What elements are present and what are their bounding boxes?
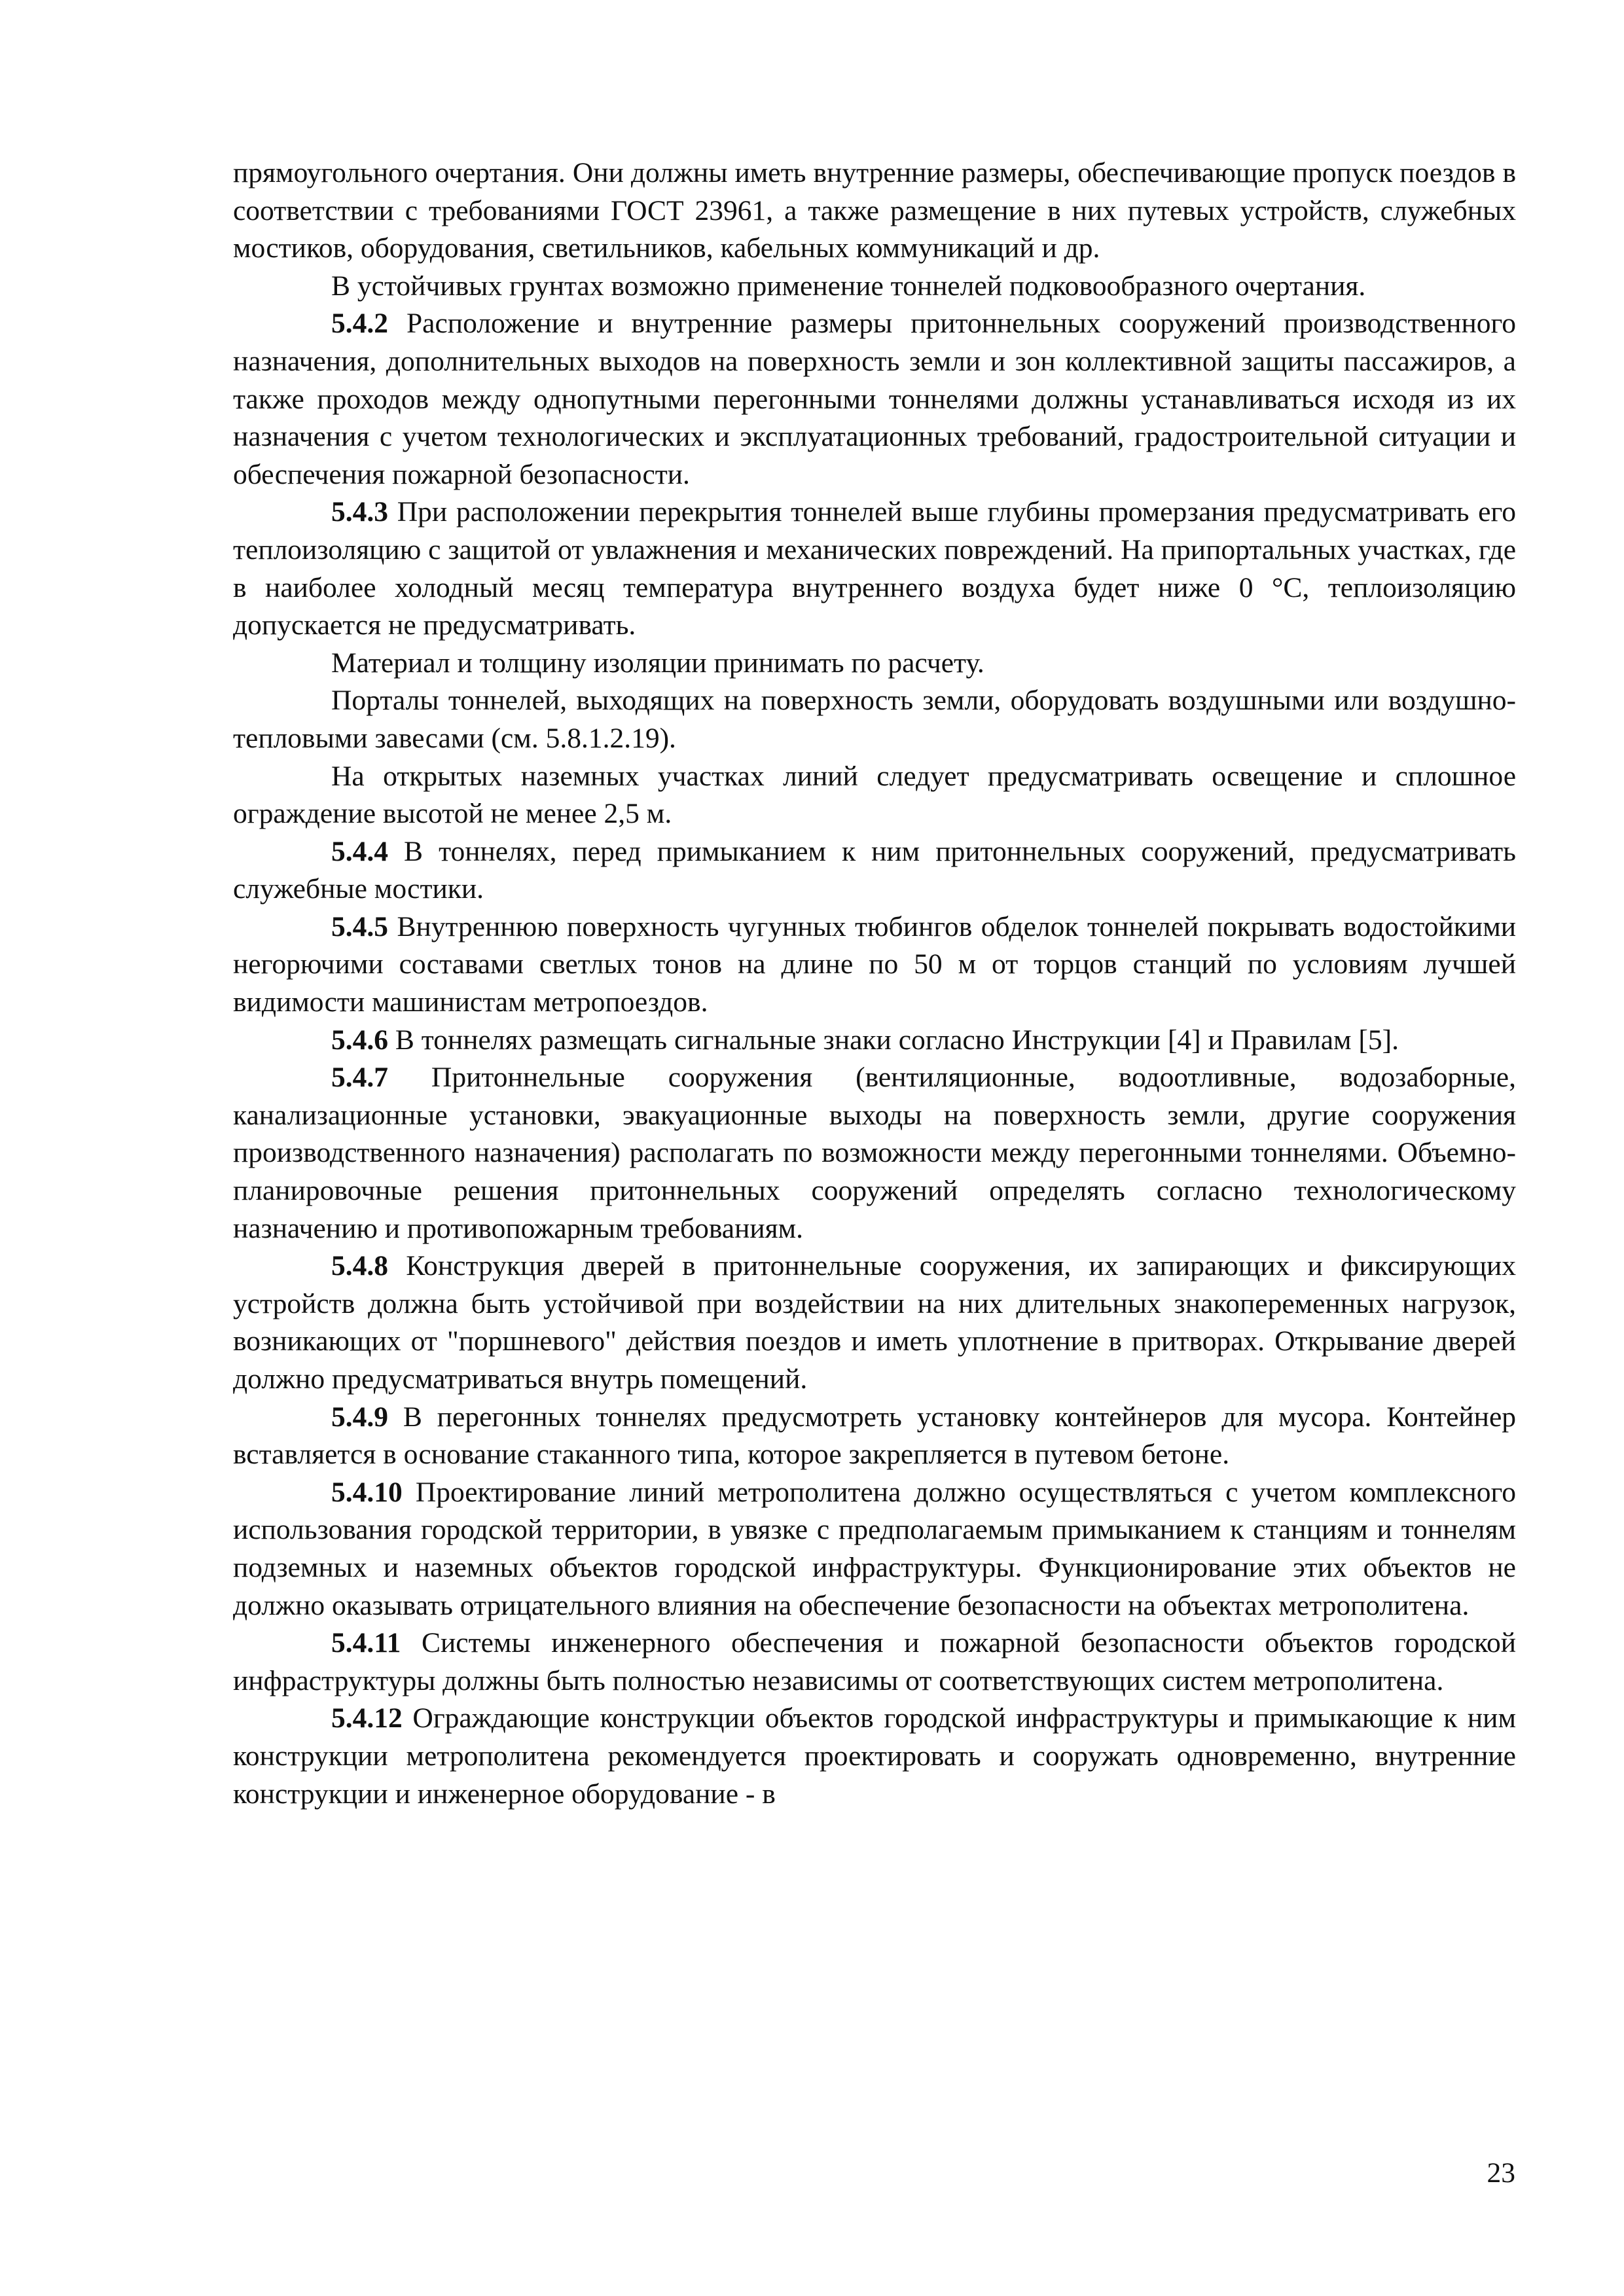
paragraph xyxy=(233,758,1516,833)
clause-5-4-6 xyxy=(233,1022,1516,1060)
paragraph-text: В устойчивых грунтах возможно применение тоннелей подковообразного очертания. xyxy=(331,270,1366,302)
clause-number: 5.4.5 xyxy=(331,910,388,942)
clause-text: В тоннелях, перед примыканием к ним притоннельных сооружений, предусматривать служебные мостики. xyxy=(233,835,1517,905)
clause-5-4-4 xyxy=(233,833,1516,908)
document-page xyxy=(233,154,1516,1813)
clause-5-4-7 xyxy=(233,1059,1516,1247)
clause-5-4-8 xyxy=(233,1247,1516,1398)
clause-text: Ограждающие конструкции объектов городской инфраструктуры и примыкающие к ним конструкции метрополитена рекомендуется проектировать и сооружать одновременно, внутренние конструкции и инженерное оборудование - в xyxy=(233,1702,1516,1810)
clause-number: 5.4.6 xyxy=(331,1024,388,1056)
clause-text: В тоннелях размещать сигнальные знаки согласно Инструкции [4] и Правилам [5]. xyxy=(395,1024,1399,1056)
clause-number: 5.4.7 xyxy=(331,1062,388,1094)
paragraph xyxy=(233,268,1516,306)
clause-text: При расположении перекрытия тоннелей выше глубины промерзания предусматривать его теплоизоляцию с защитой от увлажнения и механических повреждений. На припортальных участках, где в наиболее холодный месяц температура внутреннего воздуха будет ниже 0 °С, теплоизоляцию допускается не предусматривать. xyxy=(233,496,1516,641)
paragraph xyxy=(233,682,1516,757)
clause-text: Конструкция дверей в притоннельные сооружения, их запирающих и фиксирующих устройств должна быть устойчивой при воздействии на них длительных знакопеременных нагрузок, возникающих от "поршневого" действия поездов и иметь уплотнение в притворах. Открывание дверей должно предусматриваться внутрь помещений. xyxy=(233,1250,1517,1395)
clause-5-4-11 xyxy=(233,1624,1516,1700)
clause-text: В перегонных тоннелях предусмотреть установку контейнеров для мусора. Контейнер вставляется в основание стаканного типа, которое закрепляется в путевом бетоне. xyxy=(233,1401,1517,1471)
clause-number: 5.4.2 xyxy=(331,308,388,340)
clause-5-4-3 xyxy=(233,493,1516,644)
clause-5-4-10 xyxy=(233,1474,1516,1624)
clause-number: 5.4.4 xyxy=(331,835,388,867)
paragraph-text: Материал и толщину изоляции принимать по расчету. xyxy=(331,647,984,679)
paragraph-text: Порталы тоннелей, выходящих на поверхность земли, оборудовать воздушными или воздушно-тепловыми завесами (см. 5.8.1.2.19). xyxy=(233,685,1516,754)
clause-number: 5.4.9 xyxy=(331,1401,388,1433)
clause-text: Проектирование линий метрополитена должно осуществляться с учетом комплексного использования городской территории, в увязке с предполагаемым примыканием к станциям и тоннелям подземных и наземных объектов городской инфраструктуры. Функционирование этих объектов не должно оказывать отрицательного влияния на обеспечение безопасности на объектах метрополитена. xyxy=(233,1476,1517,1621)
clause-number: 5.4.8 xyxy=(331,1250,388,1282)
clause-number: 5.4.10 xyxy=(331,1476,403,1508)
clause-5-4-12 xyxy=(233,1700,1516,1813)
paragraph-text: прямоугольного очертания. Они должны иметь внутренние размеры, обеспечивающие пропуск поездов в соответствии с требованиями ГОСТ 23961, а также размещение в них путевых устройств, служебных мостиков, оборудования, светильников, кабельных коммуникаций и др. xyxy=(233,157,1516,264)
clause-5-4-9 xyxy=(233,1399,1516,1474)
clause-text: Внутреннюю поверхность чугунных тюбингов обделок тоннелей покрывать водостойкими негорючими составами светлых тонов на длине по 50 м от торцов станций по условиям лучшей видимости машинистам метропоездов. xyxy=(233,910,1517,1018)
clause-text: Притоннельные сооружения (вентиляционные, водоотливные, водозаборные, канализационные установки, эвакуационные выходы на поверхность земли, другие сооружения производственного назначения) располагать по возможности между перегонными тоннелями. Объемно-планировочные решения притоннельных сооружений определять согласно технологическому назначению и противопожарным требованиям. xyxy=(233,1062,1516,1244)
paragraph-continued xyxy=(233,154,1516,268)
paragraph xyxy=(233,645,1516,683)
clause-number: 5.4.3 xyxy=(331,496,388,528)
clause-5-4-2 xyxy=(233,305,1516,493)
clause-number: 5.4.11 xyxy=(331,1627,401,1659)
page-number: 23 xyxy=(1487,2157,1515,2189)
clause-5-4-5 xyxy=(233,908,1516,1022)
paragraph-text: На открытых наземных участках линий следует предусматривать освещение и сплошное ограждение высотой не менее 2,5 м. xyxy=(233,760,1516,830)
clause-number: 5.4.12 xyxy=(331,1702,403,1734)
clause-text: Системы инженерного обеспечения и пожарной безопасности объектов городской инфраструктуры должны быть полностью независимы от соответствующих систем метрополитена. xyxy=(233,1627,1516,1696)
clause-text: Расположение и внутренние размеры притоннельных сооружений производственного назначения, дополнительных выходов на поверхность земли и зон коллективной защиты пассажиров, а также проходов между однопутными перегонными тоннелями должны устанавливаться исходя из их назначения с учетом технологических и эксплуатационных требований, градостроительной ситуации и обеспечения пожарной безопасности. xyxy=(233,308,1516,490)
